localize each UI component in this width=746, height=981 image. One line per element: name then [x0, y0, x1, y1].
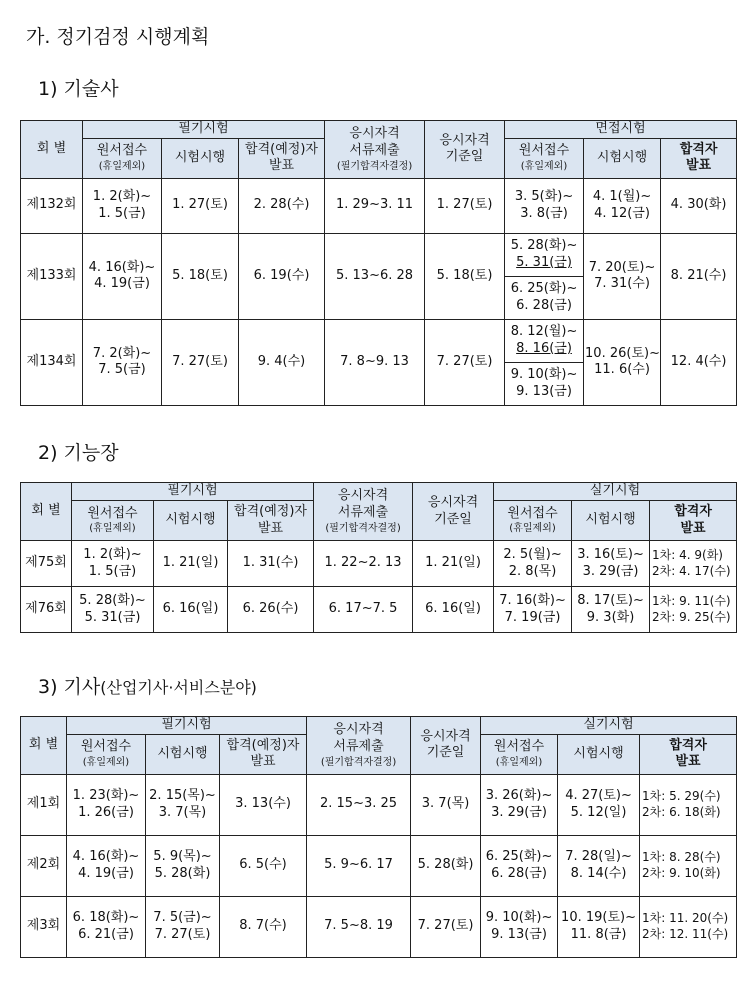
header-final: 합격자 발표 [640, 734, 737, 774]
p-exam-cell: 8. 17(토)~ 9. 3(화) [572, 587, 650, 633]
final-cell: 1차: 9. 11(수) 2차: 9. 25(수) [650, 587, 737, 633]
pass-cell: 3. 13(수) [220, 774, 307, 835]
pass-cell: 6. 5(수) [220, 835, 307, 896]
pass-cell: 6. 19(수) [239, 233, 325, 319]
final-cell: 4. 30(화) [661, 178, 737, 233]
base-cell: 6. 16(일) [413, 587, 494, 633]
table-row [21, 896, 737, 957]
header-p-exam: 시험시행 [558, 734, 640, 774]
p-exam-cell: 10. 19(토)~ 11. 8(금) [558, 896, 640, 957]
header-final: 합격자 발표 [650, 501, 737, 541]
header-written: 필기시험 [72, 483, 314, 501]
doc-cell: 7. 8~9. 13 [325, 319, 425, 405]
exam-cell: 5. 9(목)~ 5. 28(화) [146, 835, 220, 896]
table-row [21, 319, 737, 405]
p-app-cell [505, 319, 584, 405]
header-base: 응시자격 기준일 [413, 483, 494, 541]
header-p-exam: 시험시행 [584, 138, 661, 178]
p-exam-cell: 7. 20(토)~ 7. 31(수) [584, 233, 661, 319]
header-base: 응시자격 기준일 [411, 717, 481, 775]
final-cell: 8. 21(수) [661, 233, 737, 319]
header-base: 응시자격 기준일 [425, 121, 505, 179]
schedule-table-1 [20, 120, 737, 406]
header-app: 원서접수 (휴일제외) [83, 138, 162, 178]
round-cell: 제2회 [21, 835, 67, 896]
section-title-2: 2) 기능장 [38, 442, 119, 464]
app-cell: 6. 18(화)~ 6. 21(금) [67, 896, 146, 957]
round-cell: 제134회 [21, 319, 83, 405]
section-title-1: 1) 기술사 [38, 78, 119, 100]
header-p-app: 원서접수 (휴일제외) [494, 501, 572, 541]
header-practical: 실기시험 [481, 717, 737, 735]
p-app-cell: 7. 16(화)~ 7. 19(금) [494, 587, 572, 633]
table-row [21, 774, 737, 835]
page-title: 가. 정기검정 시행계획 [26, 26, 210, 48]
pass-cell: 6. 26(수) [228, 587, 314, 633]
header-written: 필기시험 [83, 121, 325, 139]
app-cell: 1. 2(화)~ 1. 5(금) [72, 541, 154, 587]
table-row [21, 835, 737, 896]
pass-cell: 2. 28(수) [239, 178, 325, 233]
p-app-cell: 2. 5(월)~ 2. 8(목) [494, 541, 572, 587]
header-p-exam: 시험시행 [572, 501, 650, 541]
p-app-cell: 9. 10(화)~ 9. 13(금) [481, 896, 558, 957]
header-app: 원서접수 (휴일제외) [67, 734, 146, 774]
round-cell: 제1회 [21, 774, 67, 835]
p-app-cell: 6. 25(화)~ 6. 28(금) [481, 835, 558, 896]
section-title-3-sub: (산업기사·서비스분야) [100, 678, 257, 697]
header-written: 필기시험 [67, 717, 307, 735]
final-cell: 12. 4(수) [661, 319, 737, 405]
header-doc: 응시자격 서류제출 (필기합격자결정) [325, 121, 425, 179]
p-app-period-1: 5. 28(화)~ 5. 31(금) [510, 238, 578, 270]
base-cell: 7. 27(토) [425, 319, 505, 405]
header-doc: 응시자격 서류제출 (필기합격자결정) [314, 483, 413, 541]
p-exam-cell: 7. 28(일)~ 8. 14(수) [558, 835, 640, 896]
doc-cell: 1. 22~2. 13 [314, 541, 413, 587]
header-round: 회 별 [21, 483, 72, 541]
base-cell: 3. 7(목) [411, 774, 481, 835]
doc-cell: 2. 15~3. 25 [307, 774, 411, 835]
base-cell: 1. 21(일) [413, 541, 494, 587]
header-pass: 합격(예정)자 발표 [239, 138, 325, 178]
p-app-cell: 3. 5(화)~ 3. 8(금) [505, 178, 584, 233]
round-cell: 제75회 [21, 541, 72, 587]
header-p-app: 원서접수 (휴일제외) [505, 138, 584, 178]
base-cell: 5. 18(토) [425, 233, 505, 319]
p-exam-cell: 10. 26(토)~ 11. 6(수) [584, 319, 661, 405]
exam-cell: 1. 27(토) [162, 178, 239, 233]
base-cell: 1. 27(토) [425, 178, 505, 233]
app-cell: 1. 23(화)~ 1. 26(금) [67, 774, 146, 835]
pass-cell: 8. 7(수) [220, 896, 307, 957]
p-app-period-1: 8. 12(월)~ 8. 16(금) [510, 324, 578, 356]
p-exam-cell: 4. 27(토)~ 5. 12(일) [558, 774, 640, 835]
app-cell: 7. 2(화)~ 7. 5(금) [83, 319, 162, 405]
header-round: 회 별 [21, 121, 83, 179]
header-pass: 합격(예정)자 발표 [220, 734, 307, 774]
p-app-period-2: 9. 10(화)~ 9. 13(금) [505, 362, 583, 405]
table-row [21, 233, 737, 319]
exam-cell: 7. 5(금)~ 7. 27(토) [146, 896, 220, 957]
doc-cell: 7. 5~8. 19 [307, 896, 411, 957]
round-cell: 제3회 [21, 896, 67, 957]
schedule-table-2 [20, 482, 737, 633]
final-cell: 1차: 8. 28(수) 2차: 9. 10(화) [640, 835, 737, 896]
header-p-app: 원서접수 (휴일제외) [481, 734, 558, 774]
p-app-cell: 3. 26(화)~ 3. 29(금) [481, 774, 558, 835]
schedule-table-3 [20, 716, 737, 958]
header-pass: 합격(예정)자 발표 [228, 501, 314, 541]
doc-cell: 6. 17~7. 5 [314, 587, 413, 633]
round-cell: 제133회 [21, 233, 83, 319]
table-row [21, 541, 737, 587]
round-cell: 제132회 [21, 178, 83, 233]
pass-cell: 9. 4(수) [239, 319, 325, 405]
exam-cell: 1. 21(일) [154, 541, 228, 587]
round-cell: 제76회 [21, 587, 72, 633]
header-exam: 시험시행 [154, 501, 228, 541]
exam-cell: 2. 15(목)~ 3. 7(목) [146, 774, 220, 835]
header-exam: 시험시행 [162, 138, 239, 178]
header-round: 회 별 [21, 717, 67, 775]
exam-cell: 7. 27(토) [162, 319, 239, 405]
p-exam-cell: 3. 16(토)~ 3. 29(금) [572, 541, 650, 587]
final-cell: 1차: 4. 9(화) 2차: 4. 17(수) [650, 541, 737, 587]
final-cell: 1차: 11. 20(수) 2차: 12. 11(수) [640, 896, 737, 957]
header-interview: 면접시험 [505, 121, 737, 139]
p-app-period-2: 6. 25(화)~ 6. 28(금) [505, 276, 583, 319]
base-cell: 7. 27(토) [411, 896, 481, 957]
doc-cell: 1. 29~3. 11 [325, 178, 425, 233]
doc-cell: 5. 13~6. 28 [325, 233, 425, 319]
header-exam: 시험시행 [146, 734, 220, 774]
exam-cell: 5. 18(토) [162, 233, 239, 319]
app-cell: 1. 2(화)~ 1. 5(금) [83, 178, 162, 233]
final-cell: 1차: 5. 29(수) 2차: 6. 18(화) [640, 774, 737, 835]
pass-cell: 1. 31(수) [228, 541, 314, 587]
table-row [21, 587, 737, 633]
doc-cell: 5. 9~6. 17 [307, 835, 411, 896]
p-app-cell [505, 233, 584, 319]
header-final: 합격자 발표 [661, 138, 737, 178]
header-doc: 응시자격 서류제출 (필기합격자결정) [307, 717, 411, 775]
p-exam-cell: 4. 1(월)~ 4. 12(금) [584, 178, 661, 233]
base-cell: 5. 28(화) [411, 835, 481, 896]
app-cell: 4. 16(화)~ 4. 19(금) [83, 233, 162, 319]
table-row [21, 178, 737, 233]
app-cell: 5. 28(화)~ 5. 31(금) [72, 587, 154, 633]
app-cell: 4. 16(화)~ 4. 19(금) [67, 835, 146, 896]
header-app: 원서접수 (휴일제외) [72, 501, 154, 541]
section-title-3: 3) 기사(산업기사·서비스분야) [38, 676, 257, 698]
header-practical: 실기시험 [494, 483, 737, 501]
exam-cell: 6. 16(일) [154, 587, 228, 633]
